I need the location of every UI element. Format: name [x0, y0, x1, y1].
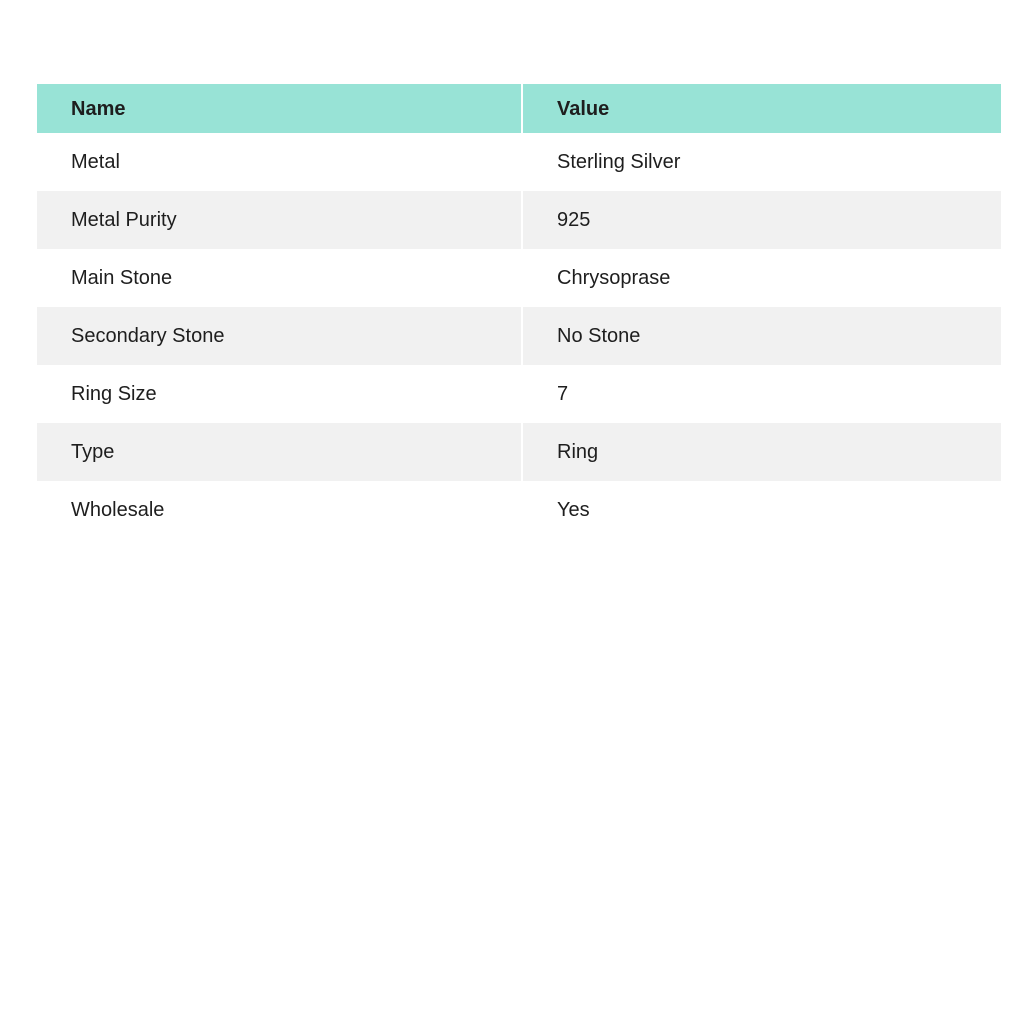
table-header-row	[37, 84, 1001, 133]
attribute-value: Yes	[557, 499, 590, 521]
column-header-name: Name	[37, 84, 523, 133]
table-row	[37, 191, 1001, 249]
table-row	[37, 249, 1001, 307]
table-row	[37, 365, 1001, 423]
product-attributes-table	[37, 84, 1001, 539]
attribute-value: No Stone	[557, 325, 641, 347]
attribute-value: Ring	[557, 441, 599, 463]
attribute-name: Wholesale	[37, 481, 523, 539]
table-row	[37, 307, 1001, 365]
attribute-name: Main Stone	[37, 249, 523, 307]
attribute-name: Metal Purity	[37, 191, 523, 249]
column-header-value: Value	[557, 97, 610, 120]
table-row	[37, 423, 1001, 481]
attribute-value: 7	[557, 383, 569, 405]
attribute-value: Chrysoprase	[557, 267, 671, 289]
attribute-name: Secondary Stone	[37, 307, 523, 365]
attribute-name: Ring Size	[37, 365, 523, 423]
attribute-value: Sterling Silver	[557, 151, 681, 173]
table-row	[37, 481, 1001, 539]
attribute-name: Metal	[37, 133, 523, 191]
attribute-name: Type	[37, 423, 523, 481]
attribute-value: 925	[557, 209, 591, 231]
table-row	[37, 133, 1001, 191]
